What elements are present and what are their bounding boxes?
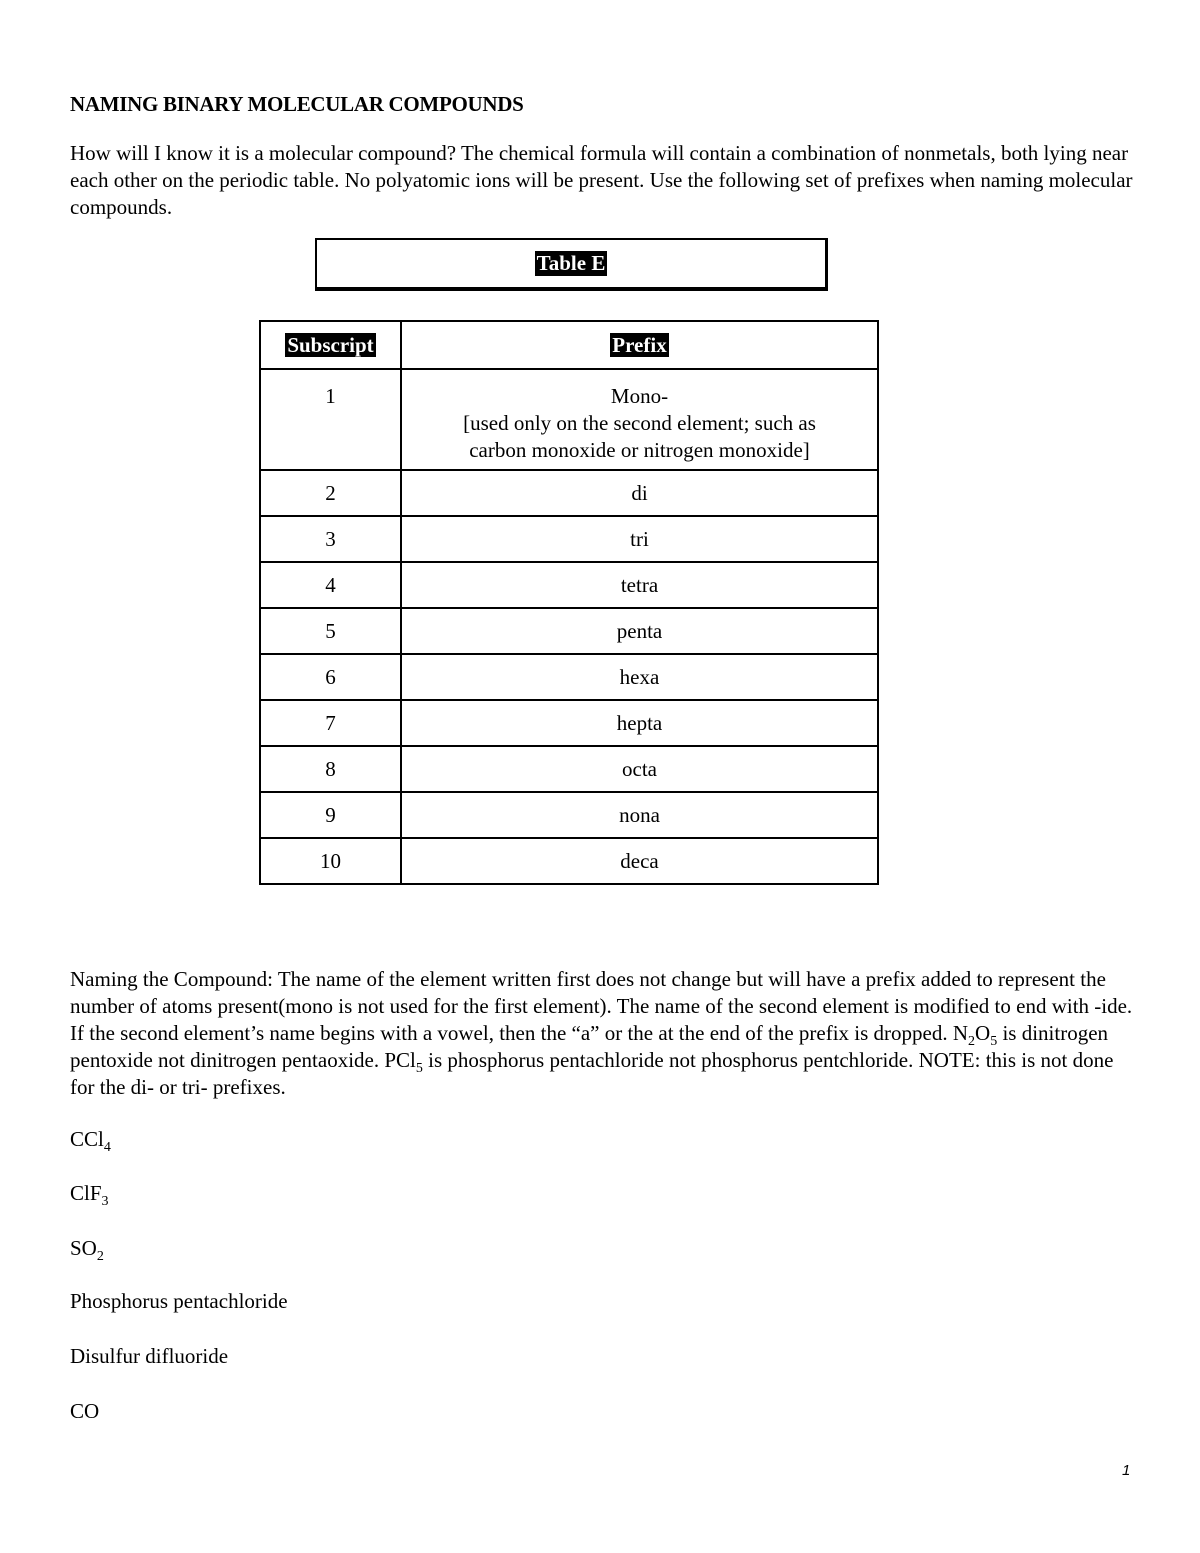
- table-row: [260, 792, 878, 838]
- table-caption-box: [315, 238, 828, 291]
- problem-4: Phosphorus pentachloride: [70, 1289, 288, 1313]
- prefix-header: Prefix: [401, 321, 878, 369]
- prefix-cell: penta: [401, 608, 878, 654]
- problem-6: CO: [70, 1399, 100, 1423]
- page-title: NAMING BINARY MOLECULAR COMPOUNDS: [70, 92, 524, 116]
- subscript-cell: 3: [260, 516, 401, 562]
- prefix-cell: octa: [401, 746, 878, 792]
- prefix-cell: di: [401, 470, 878, 516]
- prefix-table: [259, 320, 879, 885]
- prefix-cell: nona: [401, 792, 878, 838]
- table-caption: Table E: [536, 251, 606, 275]
- subscript-cell: 9: [260, 792, 401, 838]
- table-row: [260, 516, 878, 562]
- table-row: [260, 369, 878, 470]
- prefix-mono: Mono-: [610, 384, 669, 408]
- table-header-row: [260, 321, 878, 369]
- subscript-cell: 10: [260, 838, 401, 884]
- problem-1: CCl$_4$: [70, 1127, 111, 1155]
- subscript-cell: 8: [260, 746, 401, 792]
- subscript-cell: 5: [260, 608, 401, 654]
- table-row: [260, 654, 878, 700]
- table-row: [260, 746, 878, 792]
- problem-3: $SO_2$: [70, 1236, 104, 1264]
- table-row: [260, 562, 878, 608]
- prefix-cell: hexa: [401, 654, 878, 700]
- page-number: 1: [1122, 1462, 1131, 1479]
- prefix-cell: [401, 369, 878, 470]
- subscript-cell: 2: [260, 470, 401, 516]
- table-row: [260, 700, 878, 746]
- table-row: [260, 470, 878, 516]
- subscript-header: Subscript: [260, 321, 401, 369]
- prefix-cell: hepta: [401, 700, 878, 746]
- formula-n2o5: $N_2O_5$: [952, 1021, 998, 1049]
- subscript-cell: 4: [260, 562, 401, 608]
- prefix-note-line-2: carbon monoxide or nitrogen monoxide]: [469, 438, 810, 462]
- prefix-cell: tri: [401, 516, 878, 562]
- table-row: [260, 608, 878, 654]
- problem-5: Disulfur difluoride: [70, 1344, 229, 1368]
- subscript-cell: 7: [260, 700, 401, 746]
- prefix-note-line-1: [used only on the second element; such as: [463, 411, 816, 435]
- subscript-cell: 1: [260, 369, 401, 470]
- problem-2: ClF$_3$: [70, 1181, 109, 1209]
- prefix-cell: tetra: [401, 562, 878, 608]
- intro-paragraph: How will I know it is a molecular compound? The chemical formula will contain a combination of nonmetals, both lying near each other on the periodic table. No polyatomic ions will be present. Use the following set of prefixes when naming molecular compounds.: [70, 141, 1133, 219]
- prefix-cell: deca: [401, 838, 878, 884]
- table-row: [260, 838, 878, 884]
- formula-pcl5: PCl$_5$: [384, 1048, 423, 1076]
- subscript-cell: 6: [260, 654, 401, 700]
- naming-paragraph: Naming the Compound: The name of the element written first does not change but will have a prefix added to represent the number of atoms present(mono is not used for the first element). The name of the second element is modified to end with -ide. If the second element’s name begins with a vowel, then the “a” or the at the end of the prefix is dropped. $N_2O_5$ is dinitrogen pentoxide not dinitrogen pentaoxide. PCl$_5$ is phosphorus pentachloride not phosphorus pentchloride. NOTE: this is not done for the di- or tri- prefixes.: [70, 967, 1133, 1099]
